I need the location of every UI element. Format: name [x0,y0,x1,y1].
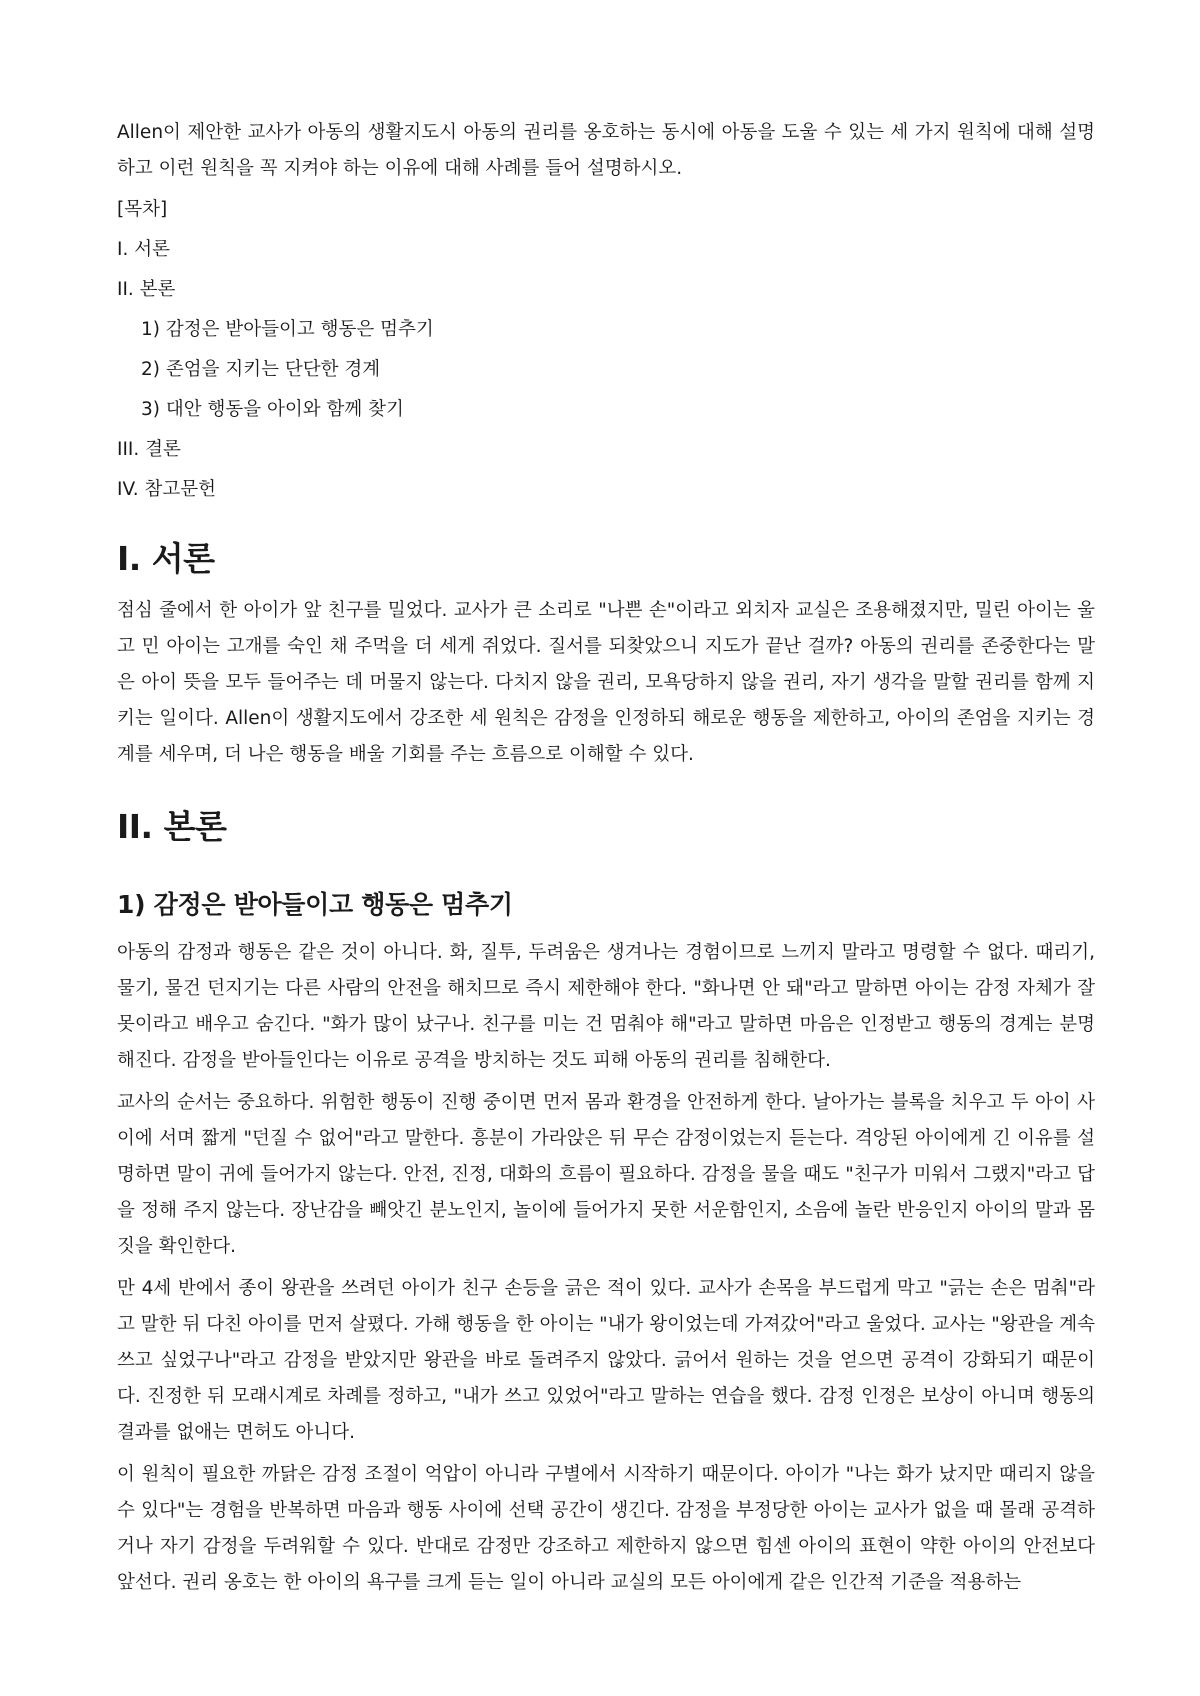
toc-item-introduction: I. 서론 [117,239,170,260]
section-1-heading: 1) 감정은 받아들이고 행동은 멈추기 [117,890,513,919]
toc-item-section-2: 2) 존엄을 지키는 단단한 경계 [141,359,381,380]
section-1-paragraph-2: 교사의 순서는 중요하다. 위험한 행동이 진행 중이면 먼저 몸과 환경을 안전하게 한다. 날아가는 블록을 치우고 두 아이 사이에 서며 짧게 "던질 수 없어"라고 말한다. 흥분이 가라앉은 뒤 무슨 감정이었는지 듣는다. 격앙된 아이에게 긴 이유를 설명하면 말이 귀에 들어가지 않는다. 안전, 진정, 대화의 흐름이 필요하다. 감정을 물을 때도 "친구가 미워서 그랬지"라고 답을 정해 주지 않는다. 장난감을 빼앗긴 분노인지, 놀이에 들어가지 못한 서운함인지, 소음에 놀란 반응인지 아이의 말과 몸짓을 확인한다. [117,1092,1095,1257]
table-of-contents [117,195,1095,505]
introduction-heading: I. 서론 [117,539,215,578]
toc-item-body: II. 본론 [117,279,176,300]
section-1-paragraph-3: 만 4세 반에서 종이 왕관을 쓰려던 아이가 친구 손등을 긁은 적이 있다. 교사가 손목을 부드럽게 막고 "긁는 손은 멈춰"라고 말한 뒤 다친 아이를 먼저 살폈다. 가해 행동을 한 아이는 "내가 왕이었는데 가져갔어"라고 울었다. 교사는 "왕관을 계속 쓰고 싶었구나"라고 감정을 받았지만 왕관을 바로 돌려주지 않았다. 긁어서 원하는 것을 얻으면 공격이 강화되기 때문이다. 진정한 뒤 모래시계로 차례를 정하고, "내가 쓰고 있었어"라고 말하는 연습을 했다. 감정 인정은 보상이 아니며 행동의 결과를 없애는 면허도 아니다. [117,1278,1095,1443]
body-heading: II. 본론 [117,807,227,846]
toc-item-section-3: 3) 대안 행동을 아이와 함께 찾기 [141,399,404,420]
section-1-paragraph-4: 이 원칙이 필요한 까닭은 감정 조절이 억압이 아니라 구별에서 시작하기 때문이다. 아이가 "나는 화가 났지만 때리지 않을 수 있다"는 경험을 반복하면 마음과 행동 사이에 선택 공간이 생긴다. 감정을 부정당한 아이는 교사가 없을 때 몰래 공격하거나 자기 감정을 두려워할 수 있다. 반대로 감정만 강조하고 제한하지 않으면 힘센 아이의 표현이 약한 아이의 안전보다 앞선다. 권리 옹호는 한 아이의 욕구를 크게 듣는 일이 아니라 교실의 모든 아이에게 같은 인간적 기준을 적용하는 [117,1464,1095,1593]
toc-heading: [목차] [117,199,168,220]
assignment-prompt: Allen이 제안한 교사가 아동의 생활지도시 아동의 권리를 옹호하는 동시에 아동을 도울 수 있는 세 가지 원칙에 대해 설명하고 이런 원칙을 꼭 지켜야 하는 이유에 대해 사례를 들어 설명하시오. [117,122,1095,179]
toc-item-section-1: 1) 감정은 받아들이고 행동은 멈추기 [141,319,434,340]
introduction-paragraph: 점심 줄에서 한 아이가 앞 친구를 밀었다. 교사가 큰 소리로 "나쁜 손"이라고 외치자 교실은 조용해졌지만, 밀린 아이는 울고 민 아이는 고개를 숙인 채 주먹을 더 세게 쥐었다. 질서를 되찾았으니 지도가 끝난 걸까? 아동의 권리를 존중한다는 말은 아이 뜻을 모두 들어주는 데 머물지 않는다. 다치지 않을 권리, 모욕당하지 않을 권리, 자기 생각을 말할 권리를 함께 지키는 일이다. Allen이 생활지도에서 강조한 세 원칙은 감정을 인정하되 해로운 행동을 제한하고, 아이의 존엄을 지키는 경계를 세우며, 더 나은 행동을 배울 기회를 주는 흐름으로 이해할 수 있다. [117,600,1095,765]
toc-item-references: IV. 참고문헌 [117,479,216,500]
section-1-paragraph-1: 아동의 감정과 행동은 같은 것이 아니다. 화, 질투, 두려움은 생겨나는 경험이므로 느끼지 말라고 명령할 수 없다. 때리기, 물기, 물건 던지기는 다른 사람의 안전을 해치므로 즉시 제한해야 한다. "화나면 안 돼"라고 말하면 아이는 감정 자체가 잘못이라고 배우고 숨긴다. "화가 많이 났구나. 친구를 미는 건 멈춰야 해"라고 말하면 마음은 인정받고 행동의 경계는 분명해진다. 감정을 받아들인다는 이유로 공격을 방치하는 것도 피해 아동의 권리를 침해한다. [117,942,1095,1071]
toc-item-conclusion: III. 결론 [117,439,181,460]
